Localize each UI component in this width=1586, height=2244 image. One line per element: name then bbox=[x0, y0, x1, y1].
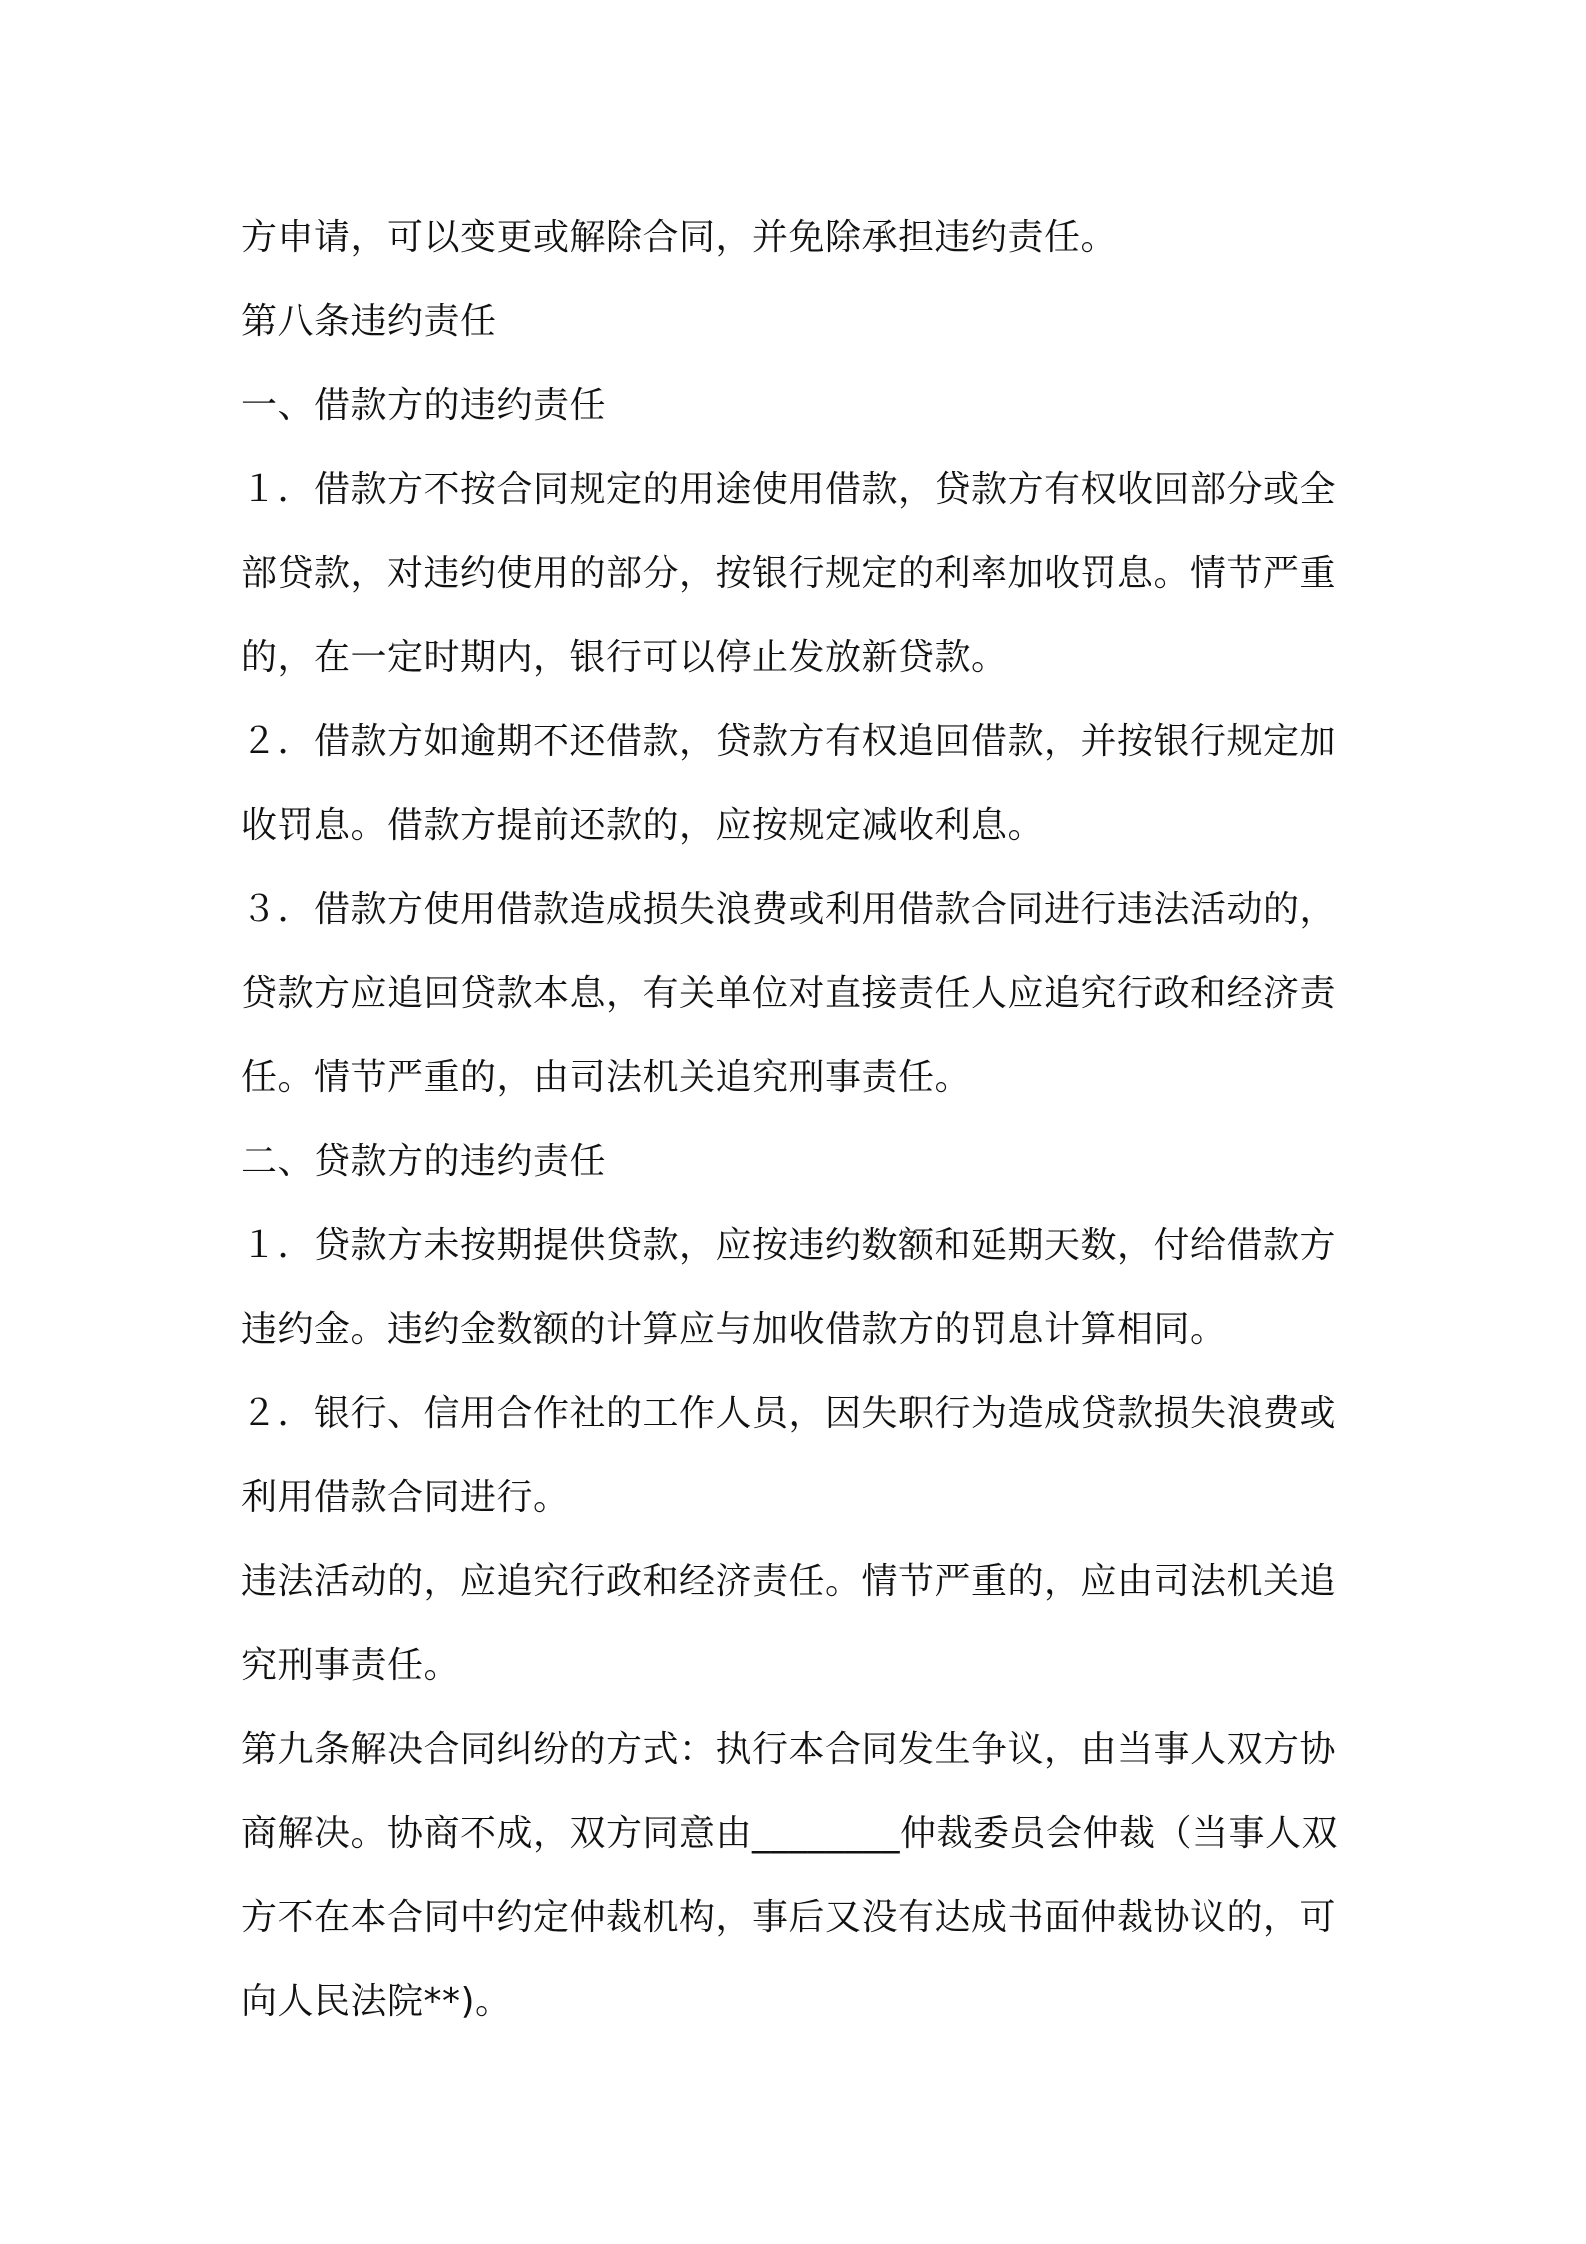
section-lender-liability-heading: 二、贷款方的违约责任 bbox=[241, 1141, 607, 1182]
section-borrower-liability-heading: 一、借款方的违约责任 bbox=[241, 385, 607, 426]
lender-clause-2: ２．银行、信用合作社的工作人员，因失职行为造成贷款损失浪费或利用借款合同进行。 bbox=[241, 1393, 1337, 1518]
document-body bbox=[241, 196, 1361, 2044]
borrower-clause-3: ３．借款方使用借款造成损失浪费或利用借款合同进行违法活动的，贷款方应追回贷款本息，有关单位对直接责任人应追究行政和经济责任。情节严重的，由司法机关追究刑事责任。 bbox=[241, 889, 1337, 1098]
article-9-dispute-resolution: 第九条解决合同纠纷的方式：执行本合同发生争议，由当事人双方协商解决。协商不成，双方同意由________仲裁委员会仲裁（当事人双方不在本合同中约定仲裁机构，事后又没有达成书面仲裁协议的，可向人民法院**)。 bbox=[241, 1729, 1339, 2022]
article-8-heading: 第八条违约责任 bbox=[241, 301, 497, 342]
borrower-clause-1: １．借款方不按合同规定的用途使用借款，贷款方有权收回部分或全部贷款，对违约使用的部分，按银行规定的利率加收罚息。情节严重的，在一定时期内，银行可以停止发放新贷款。 bbox=[241, 469, 1337, 678]
paragraph-continuation: 方申请，可以变更或解除合同，并免除承担违约责任。 bbox=[241, 217, 1118, 258]
lender-clause-1: １．贷款方未按期提供贷款，应按违约数额和延期天数，付给借款方违约金。违约金数额的计算应与加收借款方的罚息计算相同。 bbox=[241, 1225, 1337, 1350]
lender-clause-2-continued: 违法活动的，应追究行政和经济责任。情节严重的，应由司法机关追究刑事责任。 bbox=[241, 1561, 1337, 1686]
borrower-clause-2: ２．借款方如逾期不还借款，贷款方有权追回借款，并按银行规定加收罚息。借款方提前还款的，应按规定减收利息。 bbox=[241, 721, 1337, 846]
